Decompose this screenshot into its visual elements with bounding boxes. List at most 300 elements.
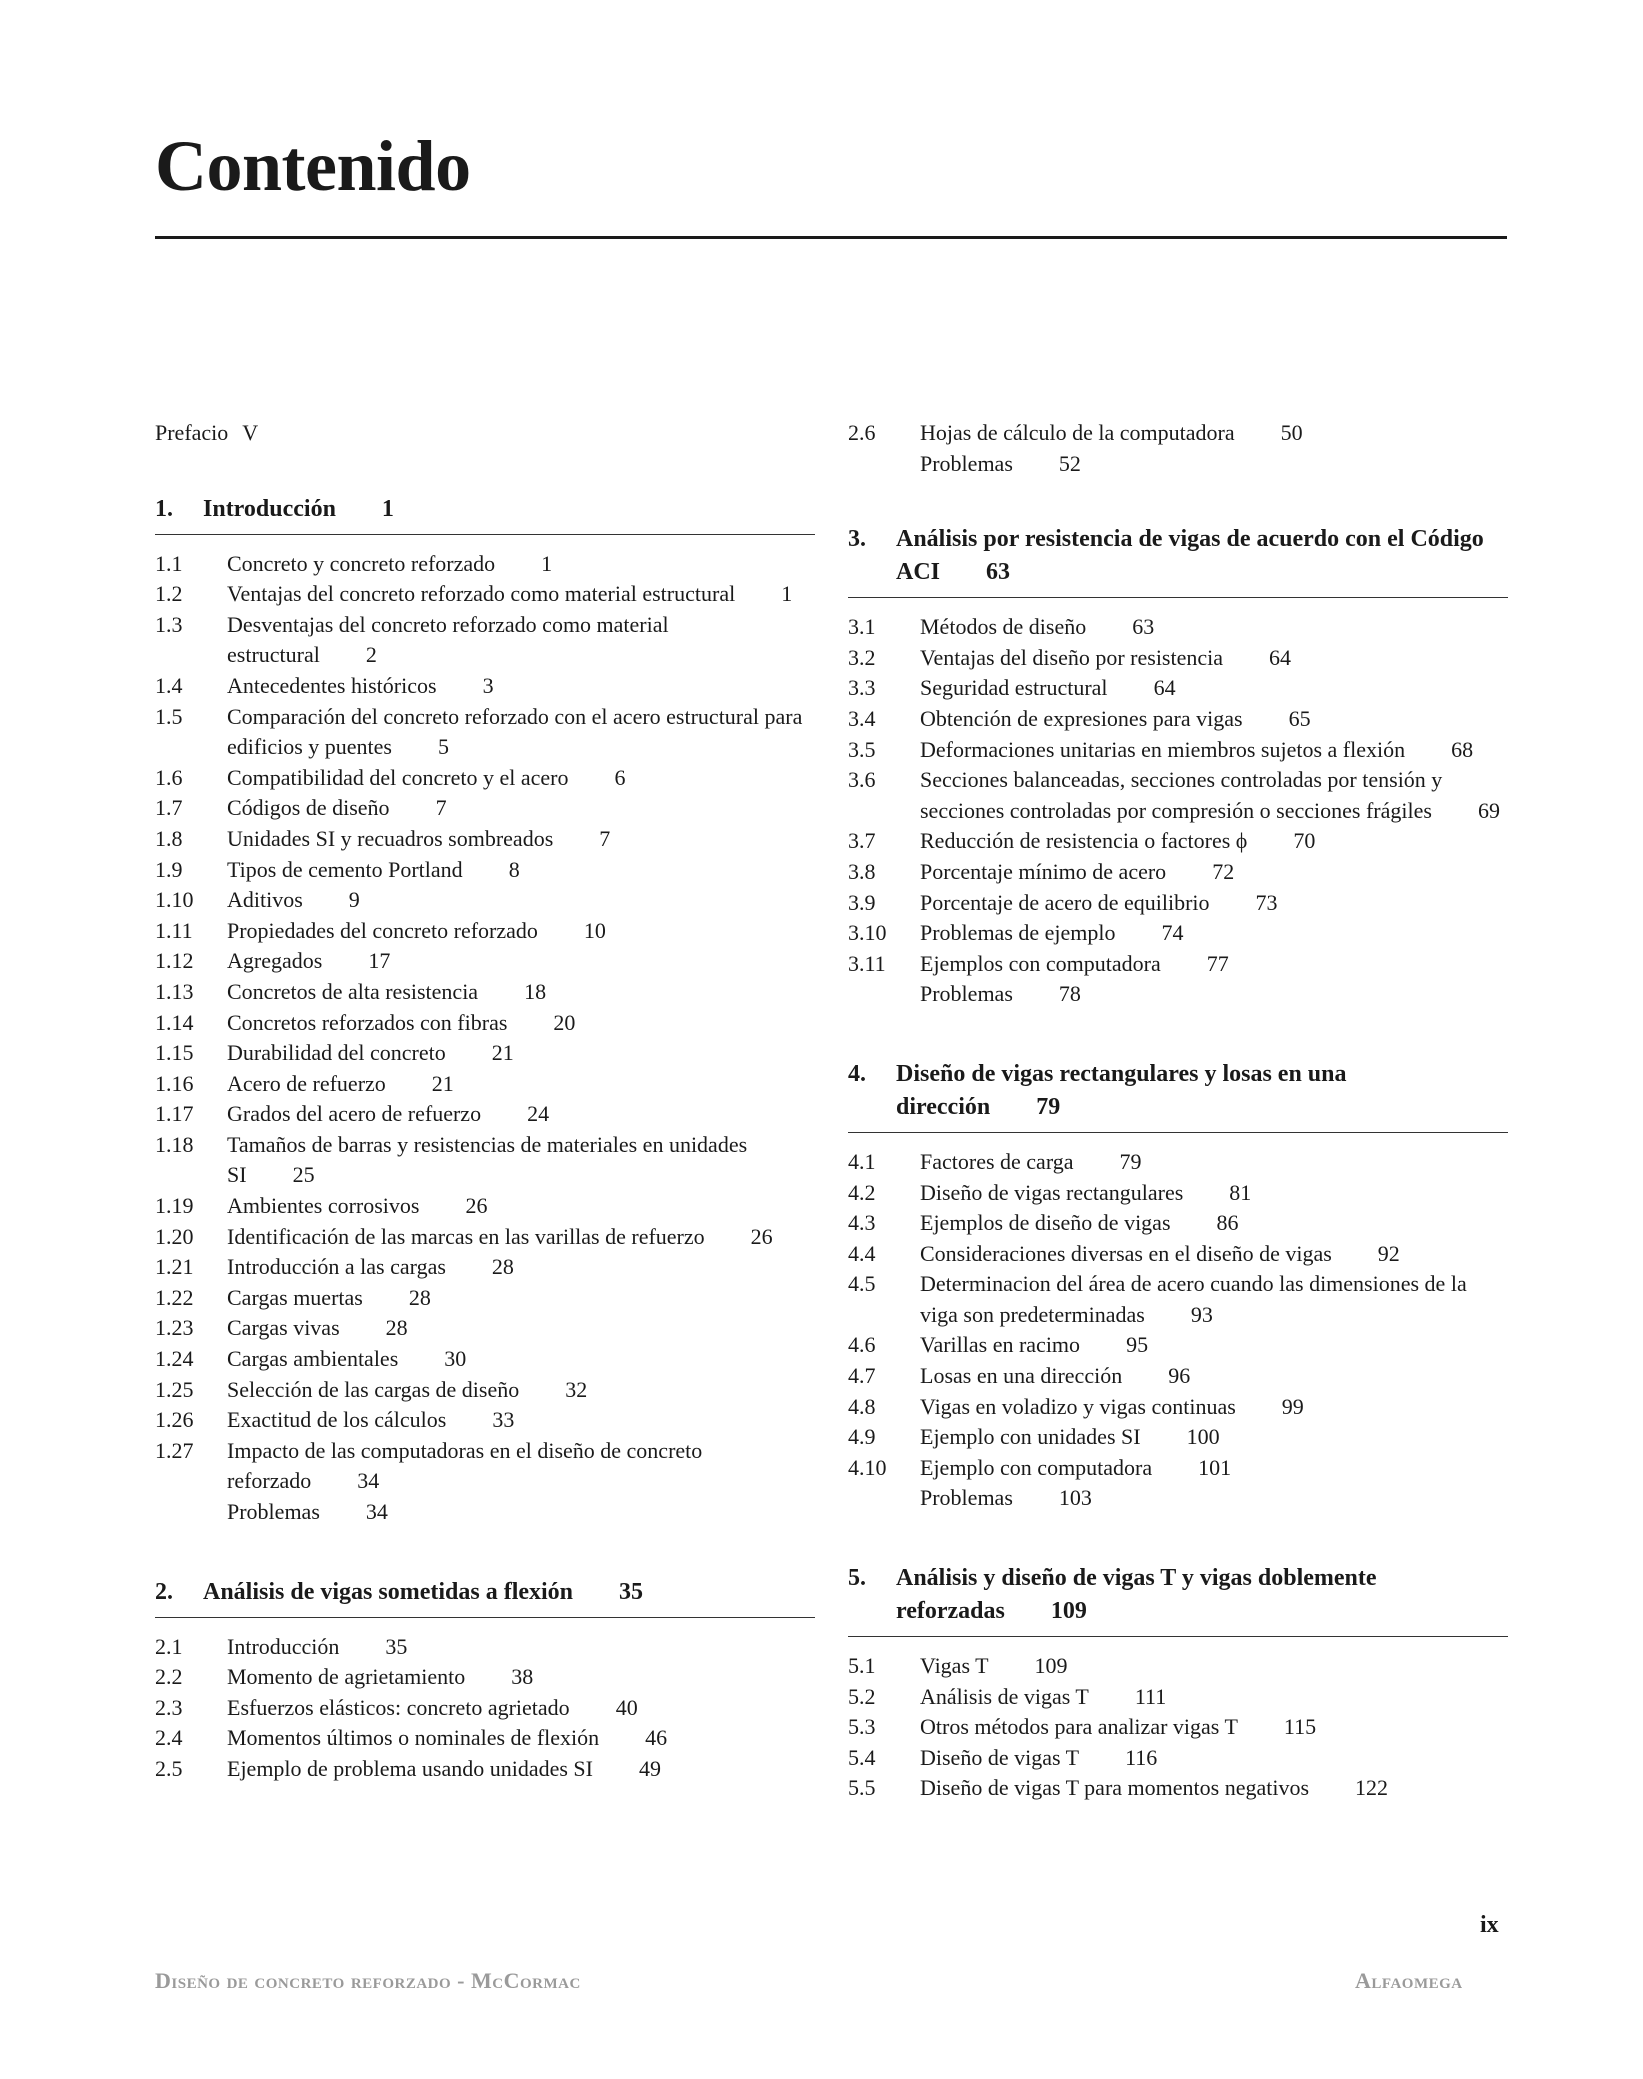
entry-text-wrap <box>227 1754 815 1785</box>
page-title: Contenido <box>155 126 471 206</box>
entry-text-wrap <box>227 610 815 671</box>
problems-label: Problemas <box>920 1485 1013 1511</box>
entry-text-wrap <box>227 1693 815 1724</box>
entry-page: 38 <box>511 1664 534 1690</box>
entry-page: 28 <box>408 1284 431 1310</box>
entry-text-wrap <box>227 1405 815 1436</box>
entry-number: 5.2 <box>848 1683 876 1709</box>
entry-title: Secciones balanceadas, secciones controladas por tensión y secciones controladas por compresión o secciones frágiles <box>920 767 1443 823</box>
problems-page: 78 <box>1058 981 1081 1007</box>
page-number: ix <box>1480 1912 1499 1938</box>
toc-entry[interactable] <box>155 824 815 855</box>
entry-title: Concretos reforzados con fibras <box>227 1009 508 1035</box>
toc-entry[interactable] <box>155 610 815 671</box>
entry-title: Selección de las cargas de diseño <box>227 1376 520 1402</box>
toc-entry[interactable] <box>155 1008 815 1039</box>
entry-text-wrap <box>227 1632 815 1663</box>
entry-number: 2.2 <box>155 1664 183 1690</box>
entry-page: 86 <box>1216 1210 1239 1236</box>
entry-title: Códigos de diseño <box>227 795 390 821</box>
entry-text-wrap <box>227 1069 815 1100</box>
entry-title: Porcentaje de acero de equilibrio <box>920 889 1210 915</box>
toc-entry[interactable] <box>155 1405 815 1436</box>
chapter-title-wrap <box>896 1058 1508 1124</box>
entry-page: 74 <box>1161 920 1184 946</box>
entry-page: 21 <box>491 1040 514 1066</box>
entry-page: 79 <box>1119 1148 1142 1174</box>
entry-number: 1.22 <box>155 1284 194 1310</box>
prefacio-label: Prefacio <box>155 420 229 445</box>
entry-number: 1.3 <box>155 611 183 637</box>
entry-title: Ejemplos con computadora <box>920 950 1161 976</box>
entry-text-wrap <box>227 946 815 977</box>
toc-problems[interactable] <box>848 449 1508 480</box>
entry-title: Momento de agrietamiento <box>227 1664 466 1690</box>
entry-page: 25 <box>292 1162 315 1188</box>
entry-number: 4.1 <box>848 1148 876 1174</box>
entry-number: 1.7 <box>155 795 183 821</box>
entry-number: 4.5 <box>848 1271 876 1297</box>
entry-text-wrap <box>920 643 1508 674</box>
toc-entry[interactable] <box>155 1436 815 1497</box>
toc-entry[interactable] <box>155 579 815 610</box>
toc-entry[interactable] <box>848 1422 1508 1453</box>
entry-title: Determinacion del área de acero cuando las dimensiones de la viga son predeterminadas <box>920 1271 1467 1327</box>
entry-number: 1.17 <box>155 1101 194 1127</box>
entry-title: Hojas de cálculo de la computadora <box>920 420 1235 445</box>
entry-number: 1.12 <box>155 948 194 974</box>
entry-number: 3.4 <box>848 705 876 731</box>
chapter-number: 3. <box>848 526 866 553</box>
toc-entry[interactable] <box>848 1392 1508 1423</box>
entry-number: 3.3 <box>848 675 876 701</box>
chapter-title-wrap <box>203 493 394 526</box>
entry-page: 70 <box>1293 828 1316 854</box>
entry-number: 3.11 <box>848 950 886 976</box>
entry-text-wrap <box>227 1723 815 1754</box>
entry-title: Concreto y concreto reforzado <box>227 550 496 576</box>
entry-text-wrap <box>920 765 1508 826</box>
chapter-section <box>155 1576 815 1785</box>
toc-problems[interactable] <box>848 979 1508 1010</box>
entry-number: 1.25 <box>155 1376 194 1402</box>
entry-page: 9 <box>348 887 360 913</box>
toc-entry[interactable] <box>848 418 1508 449</box>
entry-text-wrap <box>920 1361 1508 1392</box>
entry-title: Cargas muertas <box>227 1284 363 1310</box>
entry-title: Durabilidad del concreto <box>227 1040 446 1066</box>
entry-page: 7 <box>435 795 447 821</box>
toc-entry[interactable] <box>848 1712 1508 1743</box>
entry-title: Varillas en racimo <box>920 1332 1081 1358</box>
entry-number: 1.27 <box>155 1437 194 1463</box>
entry-text-wrap <box>920 1773 1508 1804</box>
entry-title: Diseño de vigas rectangulares <box>920 1179 1184 1205</box>
entry-text-wrap <box>227 793 815 824</box>
toc-entry[interactable] <box>848 888 1508 919</box>
entry-page: 21 <box>431 1070 454 1096</box>
entry-title: Ambientes corrosivos <box>227 1193 420 1219</box>
chapter-title: Análisis de vigas sometidas a flexión <box>203 1578 574 1605</box>
toc-left-column <box>155 418 815 1833</box>
entry-title: Consideraciones diversas en el diseño de vigas <box>920 1240 1332 1266</box>
chapter-section <box>848 523 1508 1010</box>
entry-text-wrap <box>920 673 1508 704</box>
entry-title: Momentos últimos o nominales de flexión <box>227 1725 600 1751</box>
chapter-title-wrap <box>896 1562 1508 1628</box>
toc-entry[interactable] <box>155 1693 815 1724</box>
entry-text-wrap <box>920 1178 1508 1209</box>
chapter-heading[interactable] <box>155 1576 815 1618</box>
entry-number: 1.19 <box>155 1193 194 1219</box>
chapter-title-wrap <box>203 1576 643 1609</box>
entry-number: 2.1 <box>155 1633 183 1659</box>
entry-title: Concretos de alta resistencia <box>227 978 479 1004</box>
entry-page: 18 <box>524 978 547 1004</box>
entry-number: 1.24 <box>155 1346 194 1372</box>
entry-page: 2 <box>365 642 377 668</box>
entry-title: Comparación del concreto reforzado con el acero estructural para edificios y puentes <box>227 703 803 760</box>
entry-number: 1.14 <box>155 1009 194 1035</box>
chapter-page: 35 <box>619 1578 644 1605</box>
left-chapters <box>155 493 815 1785</box>
toc-entry[interactable] <box>848 1269 1508 1330</box>
entry-title: Introducción a las cargas <box>227 1254 446 1280</box>
entry-number: 1.11 <box>155 917 193 943</box>
entry-page: 28 <box>491 1254 514 1280</box>
entry-title: Ventajas del concreto reforzado como material estructural <box>227 581 736 607</box>
toc-entry[interactable] <box>155 1252 815 1283</box>
entry-number: 1.9 <box>155 856 183 882</box>
toc-entry[interactable] <box>848 1773 1508 1804</box>
entry-title: Obtención de expresiones para vigas <box>920 705 1243 731</box>
toc-entry[interactable] <box>155 1723 815 1754</box>
entry-title: Ejemplos de diseño de vigas <box>920 1210 1171 1236</box>
entry-number: 2.4 <box>155 1725 183 1751</box>
entry-page: 63 <box>1132 614 1155 640</box>
entry-title: Compatibilidad del concreto y el acero <box>227 764 569 790</box>
prefacio-page: V <box>242 420 259 445</box>
toc-prefacio <box>155 418 815 449</box>
entry-title: Identificación de las marcas en las varillas de refuerzo <box>227 1223 705 1249</box>
entry-page: 64 <box>1269 644 1292 670</box>
entry-title: Agregados <box>227 948 323 974</box>
entry-text-wrap <box>920 735 1508 766</box>
entry-page: 40 <box>615 1694 638 1720</box>
entry-number: 1.10 <box>155 887 194 913</box>
toc-entry[interactable] <box>848 765 1508 826</box>
entry-number: 1.21 <box>155 1254 194 1280</box>
entry-page: 34 <box>357 1468 380 1494</box>
toc-entry[interactable] <box>155 916 815 947</box>
entry-title: Losas en una dirección <box>920 1363 1123 1389</box>
entry-number: 2.6 <box>848 420 876 445</box>
entry-number: 1.8 <box>155 825 183 851</box>
entry-title: Ventajas del diseño por resistencia <box>920 644 1224 670</box>
toc-entry[interactable] <box>155 1754 815 1785</box>
entry-title: Vigas en voladizo y vigas continuas <box>920 1393 1236 1419</box>
entry-number: 3.5 <box>848 736 876 762</box>
entry-number: 4.9 <box>848 1424 876 1450</box>
entry-number: 3.1 <box>848 614 876 640</box>
chapter-title: Introducción <box>203 495 336 522</box>
entry-page: 68 <box>1451 736 1474 762</box>
toc-entry[interactable] <box>848 1147 1508 1178</box>
entry-number: 5.4 <box>848 1744 876 1770</box>
entry-page: 95 <box>1126 1332 1149 1358</box>
entry-number: 2.3 <box>155 1694 183 1720</box>
toc-entry[interactable] <box>848 1178 1508 1209</box>
entry-text-wrap <box>920 1743 1508 1774</box>
entry-number: 1.5 <box>155 703 183 729</box>
entry-number: 2.5 <box>155 1755 183 1781</box>
chapter-heading[interactable] <box>155 493 815 535</box>
entry-number: 3.7 <box>848 828 876 854</box>
entry-title: Ejemplo con computadora <box>920 1454 1153 1480</box>
chapter-title-wrap <box>896 523 1508 589</box>
entry-text-wrap <box>920 1239 1508 1270</box>
problems-page: 34 <box>365 1499 388 1524</box>
entry-text-wrap <box>227 855 815 886</box>
entry-page: 65 <box>1288 705 1311 731</box>
entry-number: 3.2 <box>848 644 876 670</box>
entry-page: 109 <box>1034 1653 1068 1679</box>
toc-entry[interactable] <box>155 885 815 916</box>
entry-page: 1 <box>541 550 553 576</box>
entry-page: 26 <box>465 1193 488 1219</box>
toc-entry[interactable] <box>155 763 815 794</box>
toc-entry[interactable] <box>848 1361 1508 1392</box>
entry-number: 1.16 <box>155 1070 194 1096</box>
entry-text-wrap <box>920 1422 1508 1453</box>
entry-text-wrap <box>227 977 815 1008</box>
entry-number: 1.26 <box>155 1407 194 1433</box>
chapter-page: 1 <box>381 495 394 522</box>
toc-entry[interactable] <box>155 1191 815 1222</box>
entry-text-wrap <box>920 704 1508 735</box>
entry-text-wrap <box>227 549 815 580</box>
problems-label: Problemas <box>227 1499 320 1524</box>
toc-entry[interactable] <box>848 735 1508 766</box>
toc-entry[interactable] <box>155 1099 815 1130</box>
toc-problems[interactable] <box>848 1483 1508 1514</box>
entry-title: Porcentaje mínimo de acero <box>920 858 1167 884</box>
entry-number: 4.7 <box>848 1363 876 1389</box>
entry-page: 30 <box>444 1346 467 1372</box>
toc-entry[interactable] <box>848 1743 1508 1774</box>
entry-page: 20 <box>553 1009 576 1035</box>
entry-text-wrap <box>227 1375 815 1406</box>
entry-text-wrap <box>227 824 815 855</box>
entry-title: Diseño de vigas T <box>920 1744 1080 1770</box>
entry-page: 69 <box>1477 797 1500 823</box>
entry-number: 5.5 <box>848 1775 876 1801</box>
entry-title: Tamaños de barras y resistencias de materiales en unidades SI <box>227 1131 748 1188</box>
toc-entry[interactable] <box>155 1632 815 1663</box>
toc-entry[interactable] <box>155 946 815 977</box>
toc-entry[interactable] <box>848 612 1508 643</box>
entry-title: Seguridad estructural <box>920 675 1108 701</box>
entry-page: 46 <box>645 1725 668 1751</box>
entry-title: Análisis de vigas T <box>920 1683 1089 1709</box>
entry-number: 1.2 <box>155 581 183 607</box>
entry-page: 17 <box>368 948 391 974</box>
toc-entry[interactable] <box>155 1375 815 1406</box>
toc-problems[interactable] <box>155 1497 815 1528</box>
entry-title: Ejemplo de problema usando unidades SI <box>227 1755 593 1781</box>
toc-entry[interactable] <box>155 1130 815 1191</box>
entry-page: 1 <box>781 581 793 607</box>
entry-text-wrap <box>920 857 1508 888</box>
chapter-heading[interactable] <box>848 1058 1508 1133</box>
entry-page: 6 <box>614 764 626 790</box>
entry-title: Tipos de cemento Portland <box>227 856 463 882</box>
entry-text-wrap <box>227 885 815 916</box>
entry-page: 10 <box>583 917 606 943</box>
entry-title: Otros métodos para analizar vigas T <box>920 1714 1238 1740</box>
entry-page: 93 <box>1190 1301 1213 1327</box>
footer-book-title: Diseño de concreto reforzado - McCormac <box>155 1968 581 1993</box>
toc-entry[interactable] <box>848 1651 1508 1682</box>
entry-text-wrap <box>227 1130 815 1191</box>
chapter-title: Análisis y diseño de vigas T y vigas doblemente reforzadas <box>896 1565 1377 1625</box>
entry-title: Cargas ambientales <box>227 1346 399 1372</box>
entry-number: 1.15 <box>155 1040 194 1066</box>
entry-page: 72 <box>1212 858 1235 884</box>
problems-page: 52 <box>1058 450 1081 476</box>
entry-text-wrap <box>920 918 1508 949</box>
entry-number: 1.23 <box>155 1315 194 1341</box>
entry-text-wrap <box>227 1662 815 1693</box>
toc-entry[interactable] <box>848 918 1508 949</box>
toc-entry[interactable] <box>155 1344 815 1375</box>
entry-text-wrap <box>920 612 1508 643</box>
toc-entry[interactable] <box>848 1208 1508 1239</box>
entry-number: 1.13 <box>155 978 194 1004</box>
entry-text-wrap <box>227 579 815 610</box>
toc-entry[interactable] <box>155 549 815 580</box>
entry-title: Vigas T <box>920 1653 989 1679</box>
entry-text-wrap <box>920 826 1508 857</box>
entry-text-wrap <box>920 949 1508 980</box>
toc-entry[interactable] <box>848 949 1508 980</box>
entry-number: 4.4 <box>848 1240 876 1266</box>
toc-entry[interactable] <box>848 704 1508 735</box>
toc-entry[interactable] <box>155 855 815 886</box>
entry-title: Desventajas del concreto reforzado como material estructural <box>227 611 669 668</box>
entry-text-wrap <box>920 1453 1508 1484</box>
toc-right-column <box>848 418 1508 1852</box>
toc-entry[interactable] <box>155 1283 815 1314</box>
entry-number: 3.6 <box>848 767 876 793</box>
entry-number: 4.8 <box>848 1393 876 1419</box>
entry-title: Propiedades del concreto reforzado <box>227 917 538 943</box>
entry-number: 4.2 <box>848 1179 876 1205</box>
entry-text-wrap <box>227 1436 815 1497</box>
entry-text-wrap <box>227 763 815 794</box>
toc-entry[interactable] <box>155 671 815 702</box>
toc-entry[interactable] <box>155 1038 815 1069</box>
entry-text-wrap <box>920 1269 1508 1330</box>
toc-entry[interactable] <box>848 826 1508 857</box>
toc-entry[interactable] <box>155 793 815 824</box>
entry-title: Ejemplo con unidades SI <box>920 1424 1141 1450</box>
entry-page: 7 <box>599 825 611 851</box>
entry-title: Cargas vivas <box>227 1315 340 1341</box>
chapter-page: 109 <box>1050 1598 1087 1625</box>
toc-entry[interactable] <box>848 1239 1508 1270</box>
entry-number: 1.6 <box>155 764 183 790</box>
chapter-number: 2. <box>155 1578 173 1605</box>
entry-text-wrap <box>227 1283 815 1314</box>
chapter-heading[interactable] <box>848 1562 1508 1637</box>
entry-text-wrap <box>227 671 815 702</box>
entry-page: 99 <box>1281 1393 1304 1419</box>
toc-entry[interactable] <box>155 1222 815 1253</box>
toc-entry[interactable] <box>155 1313 815 1344</box>
entry-page: 8 <box>508 856 520 882</box>
chapter-number: 5. <box>848 1565 866 1592</box>
entry-page: 64 <box>1153 675 1176 701</box>
footer-publisher: Alfaomega <box>1355 1968 1463 1993</box>
toc-entry[interactable] <box>848 1453 1508 1484</box>
chapter-number: 4. <box>848 1060 866 1087</box>
toc-entry[interactable] <box>848 673 1508 704</box>
entry-number: 3.9 <box>848 889 876 915</box>
toc-entry[interactable] <box>848 1682 1508 1713</box>
entry-page: 101 <box>1198 1454 1232 1480</box>
toc-entry[interactable] <box>155 702 815 763</box>
chapter-number: 1. <box>155 495 173 522</box>
toc-entry[interactable] <box>155 1662 815 1693</box>
toc-entry[interactable] <box>155 977 815 1008</box>
entry-number: 5.3 <box>848 1714 876 1740</box>
toc-entry[interactable] <box>155 1069 815 1100</box>
entry-text-wrap <box>920 1392 1508 1423</box>
right-chapters <box>848 523 1508 1804</box>
chapter-heading[interactable] <box>848 523 1508 598</box>
toc-entry[interactable] <box>848 643 1508 674</box>
title-rule <box>155 236 1507 239</box>
entry-text-wrap <box>227 916 815 947</box>
entry-title: Diseño de vigas T para momentos negativos <box>920 1775 1310 1801</box>
entry-page: 3 <box>482 672 494 698</box>
entry-number: 4.3 <box>848 1210 876 1236</box>
entry-title: Factores de carga <box>920 1148 1074 1174</box>
entry-page: 32 <box>565 1376 588 1402</box>
problems-label: Problemas <box>920 450 1013 476</box>
entry-page: 81 <box>1229 1179 1252 1205</box>
entry-page: 5 <box>437 734 449 760</box>
entry-page: 35 <box>385 1633 408 1659</box>
entry-title: Exactitud de los cálculos <box>227 1407 447 1433</box>
entry-title: Antecedentes históricos <box>227 672 437 698</box>
entry-title: Deformaciones unitarias en miembros sujetos a flexión <box>920 736 1406 762</box>
entry-page: 73 <box>1255 889 1278 915</box>
toc-entry[interactable] <box>848 1330 1508 1361</box>
entry-title: Reducción de resistencia o factores ϕ <box>920 828 1248 854</box>
entry-page: 28 <box>385 1315 408 1341</box>
entry-number: 3.8 <box>848 858 876 884</box>
entry-number: 3.10 <box>848 920 887 946</box>
entry-number: 1.20 <box>155 1223 194 1249</box>
entry-page: 111 <box>1134 1683 1167 1709</box>
entry-number: 1.18 <box>155 1131 194 1157</box>
toc-entry[interactable] <box>848 857 1508 888</box>
chapter-title: Análisis por resistencia de vigas de acuerdo con el Código ACI <box>896 526 1484 586</box>
entry-page: 115 <box>1283 1714 1317 1740</box>
entry-page: 122 <box>1355 1775 1389 1801</box>
